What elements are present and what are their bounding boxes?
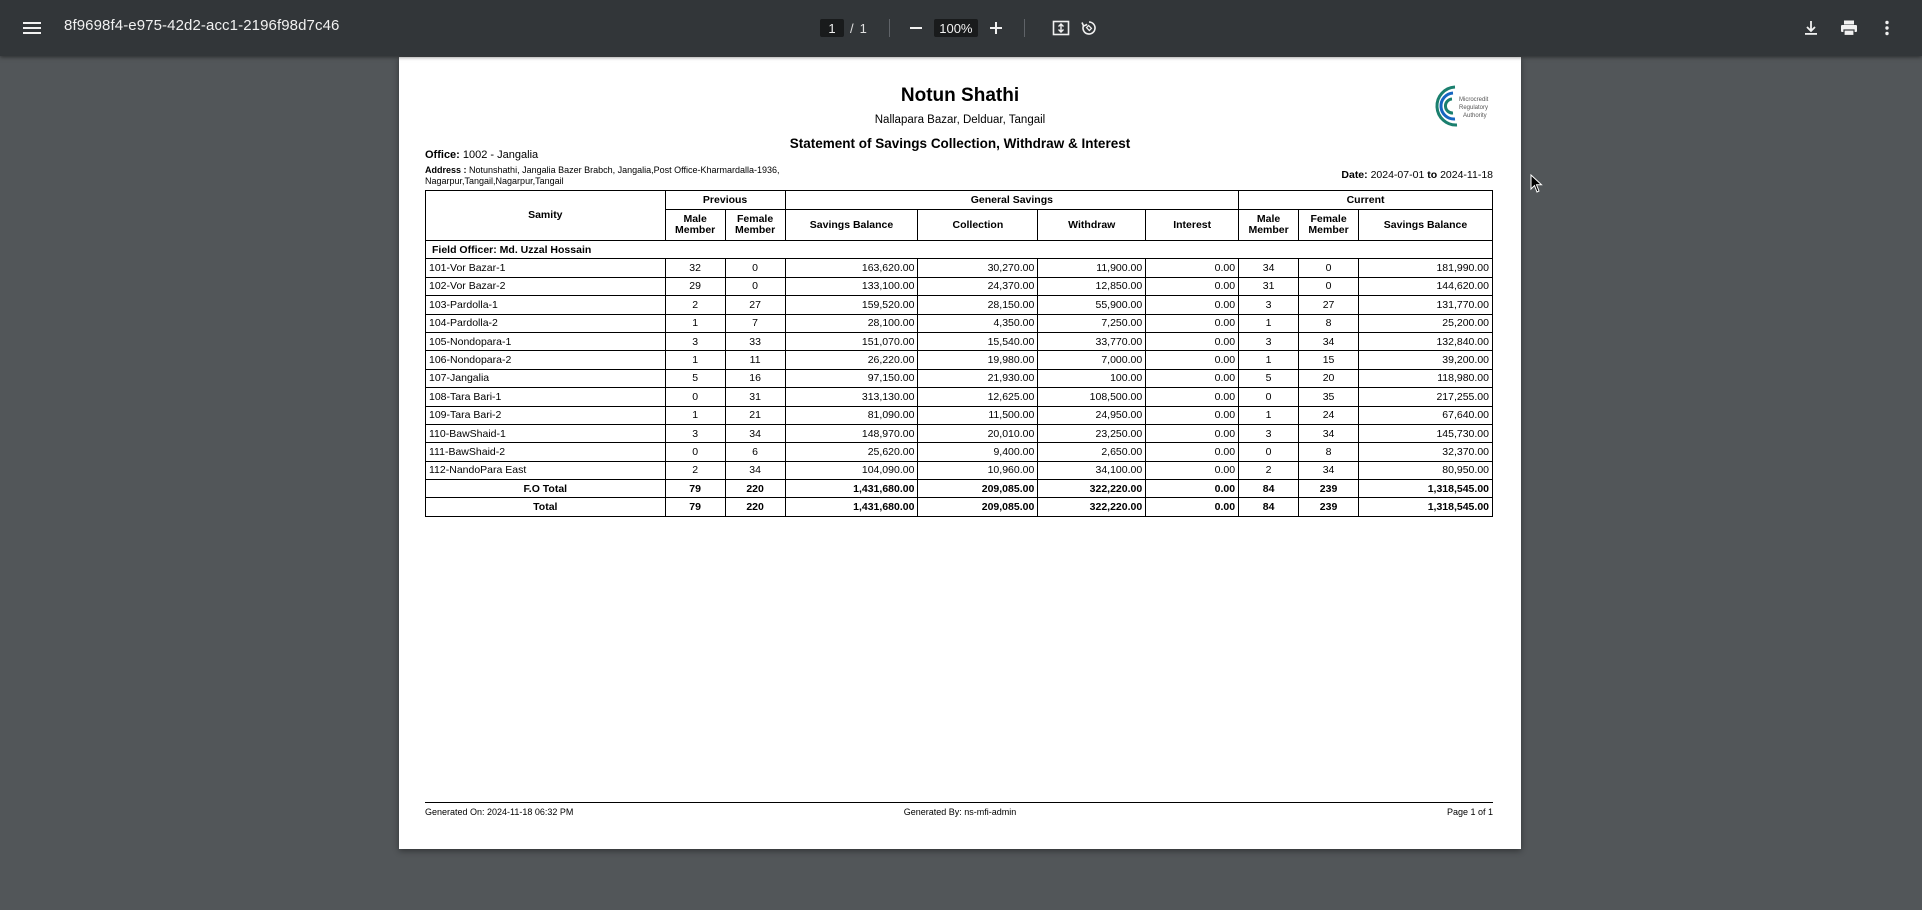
toolbar-actions xyxy=(1796,14,1902,42)
page-separator: / xyxy=(850,20,854,36)
total-cell-collection: 209,085.00 xyxy=(918,498,1038,516)
table-row xyxy=(426,461,1493,479)
date-to-label: to xyxy=(1427,169,1438,181)
cell-cur-male: 3 xyxy=(1239,296,1299,314)
cell-cur-male: 3 xyxy=(1239,424,1299,442)
logo-text-line1: Microcredit xyxy=(1459,97,1489,103)
cell-interest: 0.00 xyxy=(1146,314,1239,332)
cell-cur-male: 34 xyxy=(1239,259,1299,277)
cell-withdraw: 108,500.00 xyxy=(1038,388,1146,406)
cell-cur-male: 1 xyxy=(1239,351,1299,369)
cell-cur-savings-balance: 144,620.00 xyxy=(1359,277,1493,295)
cell-cur-savings-balance: 80,950.00 xyxy=(1359,461,1493,479)
cell-samity: 103-Pardolla-1 xyxy=(426,296,666,314)
cell-cur-savings-balance: 67,640.00 xyxy=(1359,406,1493,424)
cell-savings-balance: 28,100.00 xyxy=(785,314,918,332)
download-icon xyxy=(1802,19,1820,37)
cell-cur-savings-balance: 32,370.00 xyxy=(1359,443,1493,461)
total-cell-prev-female: 220 xyxy=(725,480,785,498)
mouse-cursor-icon xyxy=(1530,174,1544,194)
total-cell-cur-male: 84 xyxy=(1239,498,1299,516)
cell-prev-female: 6 xyxy=(725,443,785,461)
plus-icon xyxy=(988,20,1004,36)
header-general-savings: General Savings xyxy=(785,191,1239,210)
cell-savings-balance: 313,130.00 xyxy=(785,388,918,406)
cell-cur-female: 0 xyxy=(1299,277,1359,295)
cell-cur-savings-balance: 25,200.00 xyxy=(1359,314,1493,332)
generated-by: Generated By: ns-mfi-admin xyxy=(903,807,1017,817)
header-samity: Samity xyxy=(426,191,666,241)
cell-cur-female: 34 xyxy=(1299,461,1359,479)
cell-cur-savings-balance: 118,980.00 xyxy=(1359,369,1493,387)
total-cell-collection: 209,085.00 xyxy=(918,480,1038,498)
header-cur-male-member: Male Member xyxy=(1239,210,1299,241)
cell-cur-savings-balance: 145,730.00 xyxy=(1359,424,1493,442)
cell-prev-male: 1 xyxy=(665,406,725,424)
fit-page-icon xyxy=(1051,18,1071,38)
cell-withdraw: 7,000.00 xyxy=(1038,351,1146,369)
cell-prev-male: 32 xyxy=(665,259,725,277)
table-row xyxy=(426,369,1493,387)
fo-total-row xyxy=(426,480,1493,498)
header-savings-balance: Savings Balance xyxy=(785,210,918,241)
cell-withdraw: 7,250.00 xyxy=(1038,314,1146,332)
cell-collection: 10,960.00 xyxy=(918,461,1038,479)
cell-prev-female: 0 xyxy=(725,259,785,277)
cell-savings-balance: 159,520.00 xyxy=(785,296,918,314)
cell-prev-male: 3 xyxy=(665,332,725,350)
cell-prev-female: 27 xyxy=(725,296,785,314)
print-button[interactable] xyxy=(1834,14,1864,42)
header-interest: Interest xyxy=(1146,210,1239,241)
header-withdraw: Withdraw xyxy=(1038,210,1146,241)
cell-cur-female: 20 xyxy=(1299,369,1359,387)
cell-cur-male: 1 xyxy=(1239,406,1299,424)
cell-collection: 9,400.00 xyxy=(918,443,1038,461)
cell-prev-male: 3 xyxy=(665,424,725,442)
cell-interest: 0.00 xyxy=(1146,351,1239,369)
print-icon xyxy=(1839,18,1859,38)
cell-collection: 24,370.00 xyxy=(918,277,1038,295)
pdf-toolbar xyxy=(0,0,1922,56)
zoom-in-button[interactable] xyxy=(982,14,1010,42)
cell-withdraw: 24,950.00 xyxy=(1038,406,1146,424)
header-previous: Previous xyxy=(665,191,785,210)
total-cell-prev-female: 220 xyxy=(725,498,785,516)
toolbar-divider xyxy=(1024,19,1025,37)
address-info xyxy=(425,165,845,187)
cell-interest: 0.00 xyxy=(1146,259,1239,277)
cell-cur-male: 0 xyxy=(1239,388,1299,406)
cell-cur-female: 34 xyxy=(1299,332,1359,350)
date-range xyxy=(1341,169,1493,181)
table-row xyxy=(426,277,1493,295)
cell-cur-male: 2 xyxy=(1239,461,1299,479)
cell-cur-male: 1 xyxy=(1239,314,1299,332)
cell-savings-balance: 163,620.00 xyxy=(785,259,918,277)
table-row xyxy=(426,314,1493,332)
total-cell-interest: 0.00 xyxy=(1146,498,1239,516)
total-cell-savings-balance: 1,431,680.00 xyxy=(785,480,918,498)
cell-cur-male: 31 xyxy=(1239,277,1299,295)
menu-icon[interactable] xyxy=(20,16,44,40)
table-row xyxy=(426,332,1493,350)
table-row xyxy=(426,388,1493,406)
cell-interest: 0.00 xyxy=(1146,443,1239,461)
more-vert-icon xyxy=(1878,19,1896,37)
cell-cur-female: 34 xyxy=(1299,424,1359,442)
office-label: Office: xyxy=(425,149,460,161)
cell-interest: 0.00 xyxy=(1146,424,1239,442)
cell-samity: 102-Vor Bazar-2 xyxy=(426,277,666,295)
organization-name: Notun Shathi xyxy=(900,85,1020,106)
cell-withdraw: 33,770.00 xyxy=(1038,332,1146,350)
table-row xyxy=(426,259,1493,277)
cell-prev-female: 0 xyxy=(725,277,785,295)
cell-cur-female: 0 xyxy=(1299,259,1359,277)
cell-cur-female: 15 xyxy=(1299,351,1359,369)
cell-withdraw: 23,250.00 xyxy=(1038,424,1146,442)
mra-logo xyxy=(1433,83,1495,129)
cell-prev-female: 11 xyxy=(725,351,785,369)
cell-prev-female: 34 xyxy=(725,424,785,442)
total-cell-cur-female: 239 xyxy=(1299,498,1359,516)
generated-on: Generated On: 2024-11-18 06:32 PM xyxy=(425,807,574,817)
logo-text-line3: Authority xyxy=(1463,113,1487,119)
cell-prev-male: 1 xyxy=(665,351,725,369)
table-row xyxy=(426,296,1493,314)
cell-cur-savings-balance: 181,990.00 xyxy=(1359,259,1493,277)
footer-divider xyxy=(425,802,1493,803)
cell-collection: 30,270.00 xyxy=(918,259,1038,277)
cell-collection: 12,625.00 xyxy=(918,388,1038,406)
total-cell-samity: F.O Total xyxy=(426,480,666,498)
cell-cur-savings-balance: 217,255.00 xyxy=(1359,388,1493,406)
toolbar-divider xyxy=(889,19,890,37)
total-cell-cur-savings-balance: 1,318,545.00 xyxy=(1359,480,1493,498)
cell-withdraw: 12,850.00 xyxy=(1038,277,1146,295)
date-to: 2024-11-18 xyxy=(1440,169,1493,181)
cell-prev-female: 16 xyxy=(725,369,785,387)
rotate-icon xyxy=(1079,18,1099,38)
office-value: 1002 - Jangalia xyxy=(462,149,539,161)
rotate-button[interactable] xyxy=(1075,14,1103,42)
cell-collection: 15,540.00 xyxy=(918,332,1038,350)
minus-icon xyxy=(908,20,924,36)
page-info: Page 1 of 1 xyxy=(1446,807,1493,817)
cell-samity: 106-Nondopara-2 xyxy=(426,351,666,369)
cell-samity: 109-Tara Bari-2 xyxy=(426,406,666,424)
address-label: Address : xyxy=(425,165,467,175)
cell-savings-balance: 133,100.00 xyxy=(785,277,918,295)
cell-cur-female: 8 xyxy=(1299,314,1359,332)
table-row xyxy=(426,351,1493,369)
cell-savings-balance: 97,150.00 xyxy=(785,369,918,387)
cell-prev-male: 2 xyxy=(665,296,725,314)
cell-cur-male: 0 xyxy=(1239,443,1299,461)
cell-samity: 105-Nondopara-1 xyxy=(426,332,666,350)
logo-text-line2: Regulatory xyxy=(1459,105,1489,111)
cell-interest: 0.00 xyxy=(1146,406,1239,424)
table-row xyxy=(426,406,1493,424)
cell-prev-female: 33 xyxy=(725,332,785,350)
cell-withdraw: 2,650.00 xyxy=(1038,443,1146,461)
cell-savings-balance: 148,970.00 xyxy=(785,424,918,442)
cell-collection: 11,500.00 xyxy=(918,406,1038,424)
total-cell-cur-female: 239 xyxy=(1299,480,1359,498)
header-prev-male-member: Male Member xyxy=(665,210,725,241)
header-current: Current xyxy=(1239,191,1493,210)
total-cell-prev-male: 79 xyxy=(665,480,725,498)
office-info xyxy=(425,149,538,161)
cell-interest: 0.00 xyxy=(1146,332,1239,350)
total-pages: 1 xyxy=(859,20,867,36)
zoom-out-button[interactable] xyxy=(902,14,930,42)
report-title: Statement of Savings Collection, Withdraw & Interest xyxy=(789,136,1131,151)
cell-prev-male: 1 xyxy=(665,314,725,332)
cell-cur-savings-balance: 132,840.00 xyxy=(1359,332,1493,350)
cell-withdraw: 11,900.00 xyxy=(1038,259,1146,277)
header-prev-female-member: Female Member xyxy=(725,210,785,241)
table-row xyxy=(426,424,1493,442)
cell-prev-male: 0 xyxy=(665,388,725,406)
cell-cur-savings-balance: 39,200.00 xyxy=(1359,351,1493,369)
cell-samity: 111-BawShaid-2 xyxy=(426,443,666,461)
cell-collection: 21,930.00 xyxy=(918,369,1038,387)
cell-cur-male: 5 xyxy=(1239,369,1299,387)
cell-prev-female: 7 xyxy=(725,314,785,332)
cell-samity: 101-Vor Bazar-1 xyxy=(426,259,666,277)
more-options-button[interactable] xyxy=(1872,14,1902,42)
cell-prev-male: 29 xyxy=(665,277,725,295)
cell-withdraw: 34,100.00 xyxy=(1038,461,1146,479)
address-value: Notunshathi, Jangalia Bazer Brabch, Jangalia,Post Office-Kharmardalla-1936, Nagarpur,Tangail,Nagarpur,Tangail xyxy=(425,165,780,186)
cell-samity: 112-NandoPara East xyxy=(426,461,666,479)
cell-prev-female: 34 xyxy=(725,461,785,479)
page-zoom-controls xyxy=(820,14,1103,42)
total-cell-cur-male: 84 xyxy=(1239,480,1299,498)
fit-to-page-button[interactable] xyxy=(1047,14,1075,42)
cell-cur-female: 27 xyxy=(1299,296,1359,314)
cell-collection: 4,350.00 xyxy=(918,314,1038,332)
cell-interest: 0.00 xyxy=(1146,388,1239,406)
field-officer-label: Field Officer: Md. Uzzal Hossain xyxy=(426,241,1493,259)
header-collection: Collection xyxy=(918,210,1038,241)
date-label: Date: xyxy=(1341,169,1368,181)
table-row xyxy=(426,443,1493,461)
cell-collection: 19,980.00 xyxy=(918,351,1038,369)
date-from: 2024-07-01 xyxy=(1370,169,1425,181)
cell-savings-balance: 104,090.00 xyxy=(785,461,918,479)
zoom-input[interactable] xyxy=(934,19,978,37)
cell-prev-male: 5 xyxy=(665,369,725,387)
header-cur-female-member: Female Member xyxy=(1299,210,1359,241)
total-cell-savings-balance: 1,431,680.00 xyxy=(785,498,918,516)
pdf-page xyxy=(399,57,1521,849)
cell-savings-balance: 26,220.00 xyxy=(785,351,918,369)
cell-interest: 0.00 xyxy=(1146,277,1239,295)
header-cur-savings-balance: Savings Balance xyxy=(1359,210,1493,241)
total-cell-cur-savings-balance: 1,318,545.00 xyxy=(1359,498,1493,516)
field-officer-row xyxy=(426,241,1493,259)
cell-prev-male: 0 xyxy=(665,443,725,461)
cell-savings-balance: 25,620.00 xyxy=(785,443,918,461)
grand-total-row xyxy=(426,498,1493,516)
total-cell-prev-male: 79 xyxy=(665,498,725,516)
cell-cur-female: 8 xyxy=(1299,443,1359,461)
cell-interest: 0.00 xyxy=(1146,296,1239,314)
total-cell-interest: 0.00 xyxy=(1146,480,1239,498)
cell-withdraw: 55,900.00 xyxy=(1038,296,1146,314)
cell-interest: 0.00 xyxy=(1146,369,1239,387)
savings-statement-table xyxy=(425,190,1493,517)
cell-samity: 110-BawShaid-1 xyxy=(426,424,666,442)
cell-cur-female: 24 xyxy=(1299,406,1359,424)
cell-interest: 0.00 xyxy=(1146,461,1239,479)
cell-prev-female: 21 xyxy=(725,406,785,424)
cell-savings-balance: 81,090.00 xyxy=(785,406,918,424)
cell-cur-male: 3 xyxy=(1239,332,1299,350)
download-button[interactable] xyxy=(1796,14,1826,42)
cell-prev-male: 2 xyxy=(665,461,725,479)
cell-cur-female: 35 xyxy=(1299,388,1359,406)
table-body xyxy=(426,241,1493,517)
page-number-input[interactable] xyxy=(820,19,844,37)
total-cell-samity: Total xyxy=(426,498,666,516)
cell-cur-savings-balance: 131,770.00 xyxy=(1359,296,1493,314)
cell-prev-female: 31 xyxy=(725,388,785,406)
cell-savings-balance: 151,070.00 xyxy=(785,332,918,350)
total-cell-withdraw: 322,220.00 xyxy=(1038,498,1146,516)
file-title: 8f9698f4-e975-42d2-acc1-2196f98d7c46 xyxy=(64,17,340,34)
organization-address: Nallapara Bazar, Delduar, Tangail xyxy=(874,114,1046,126)
cell-collection: 28,150.00 xyxy=(918,296,1038,314)
total-cell-withdraw: 322,220.00 xyxy=(1038,480,1146,498)
cell-samity: 107-Jangalia xyxy=(426,369,666,387)
cell-withdraw: 100.00 xyxy=(1038,369,1146,387)
cell-samity: 104-Pardolla-2 xyxy=(426,314,666,332)
cell-samity: 108-Tara Bari-1 xyxy=(426,388,666,406)
cell-collection: 20,010.00 xyxy=(918,424,1038,442)
